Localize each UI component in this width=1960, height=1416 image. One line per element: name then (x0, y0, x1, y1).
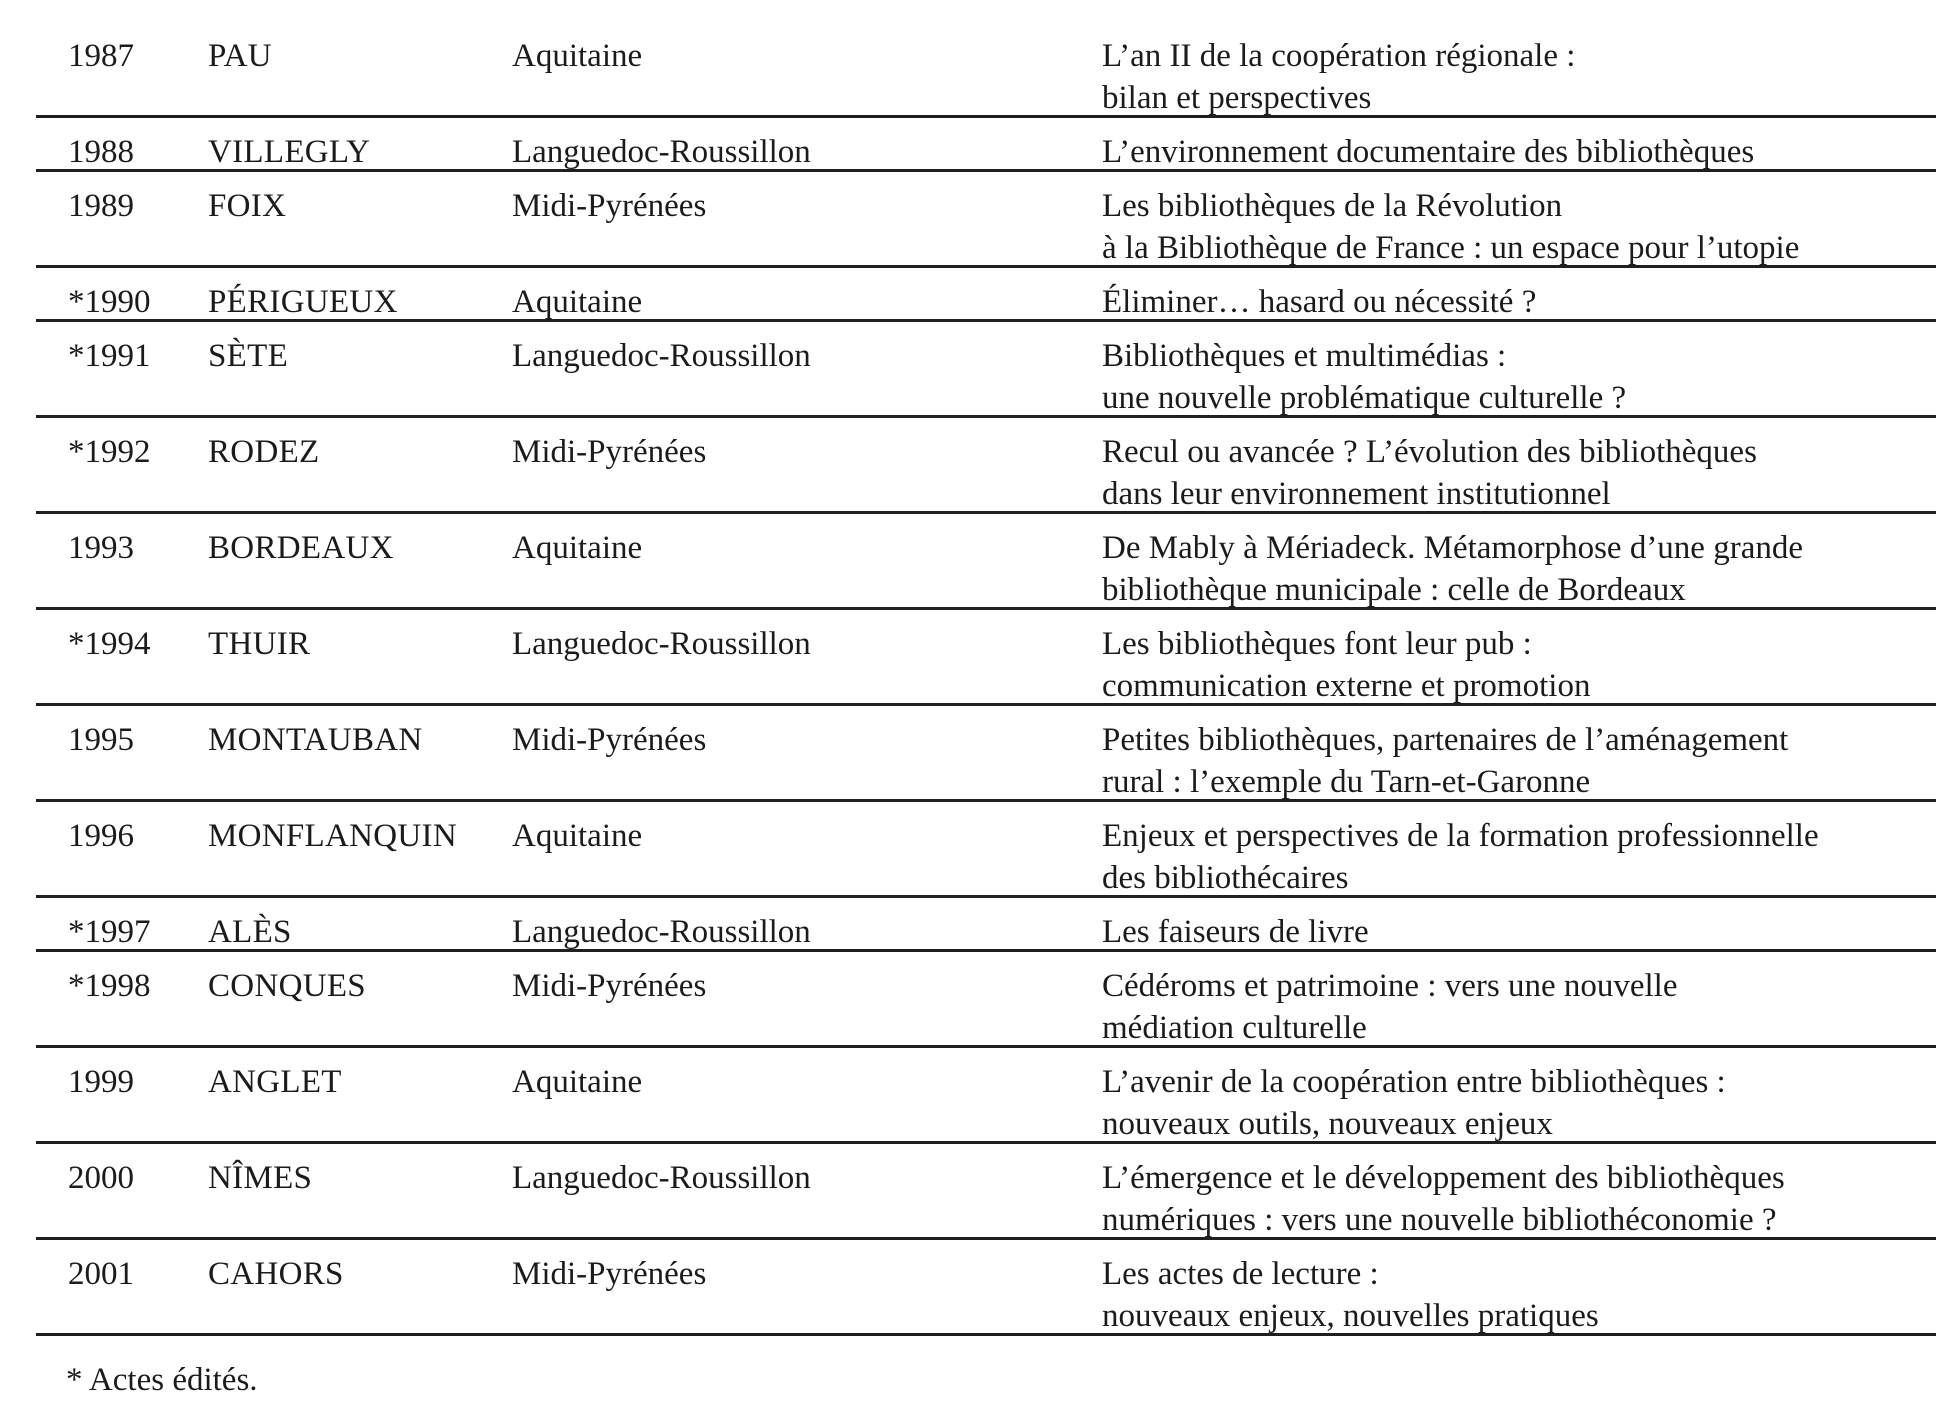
region-cell: Aquitaine (512, 38, 643, 74)
title-cell (1102, 965, 1678, 1049)
title-line: L’an II de la coopération régionale : (1102, 38, 1576, 74)
title-cell (1102, 815, 1819, 899)
title-line: communication externe et promotion (1102, 668, 1591, 704)
region-cell: Midi-Pyrénées (512, 188, 707, 224)
title-cell (1102, 911, 1369, 953)
region-cell: Aquitaine (512, 284, 643, 320)
title-line: L’émergence et le développement des bibliothèques (1102, 1160, 1785, 1196)
table-row (36, 802, 1936, 898)
title-line: Enjeux et perspectives de la formation professionnelle (1102, 818, 1819, 854)
title-cell (1102, 35, 1575, 119)
title-cell (1102, 1253, 1599, 1337)
title-line: L’environnement documentaire des bibliothèques (1102, 134, 1755, 170)
table-row (36, 268, 1936, 322)
title-line: une nouvelle problématique culturelle ? (1102, 380, 1627, 416)
title-line: Les bibliothèques de la Révolution (1102, 188, 1563, 224)
year-cell: *1992 (68, 434, 151, 470)
title-line: Bibliothèques et multimédias : (1102, 338, 1507, 374)
year-cell: 1995 (68, 722, 134, 758)
title-line: à la Bibliothèque de France : un espace pour l’utopie (1102, 230, 1800, 266)
title-cell (1102, 1061, 1726, 1145)
year-cell: 1989 (68, 188, 134, 224)
title-line: Les bibliothèques font leur pub : (1102, 626, 1532, 662)
city-cell: ANGLET (208, 1064, 342, 1100)
year-cell: 2001 (68, 1256, 134, 1292)
city-cell: VILLEGLY (208, 134, 371, 170)
region-cell: Aquitaine (512, 818, 643, 854)
city-cell: MONTAUBAN (208, 722, 423, 758)
title-cell (1102, 719, 1788, 803)
city-cell: SÈTE (208, 338, 289, 374)
table-row (36, 1048, 1936, 1144)
title-line: dans leur environnement institutionnel (1102, 476, 1611, 512)
title-line: des bibliothécaires (1102, 860, 1349, 896)
year-cell: 1993 (68, 530, 134, 566)
title-line: Recul ou avancée ? L’évolution des bibliothèques (1102, 434, 1757, 470)
title-line: L’avenir de la coopération entre bibliothèques : (1102, 1064, 1726, 1100)
title-cell (1102, 281, 1536, 323)
year-cell: *1991 (68, 338, 151, 374)
city-cell: CONQUES (208, 968, 366, 1004)
city-cell: NÎMES (208, 1160, 313, 1196)
region-cell: Midi-Pyrénées (512, 722, 707, 758)
city-cell: RODEZ (208, 434, 320, 470)
title-line: médiation culturelle (1102, 1010, 1367, 1046)
region-cell: Midi-Pyrénées (512, 1256, 707, 1292)
title-line: Éliminer… hasard ou nécessité ? (1102, 284, 1537, 320)
table-row (36, 118, 1936, 172)
table-row (36, 898, 1936, 952)
year-cell: 2000 (68, 1160, 134, 1196)
region-cell: Languedoc-Roussillon (512, 338, 811, 374)
congress-table (36, 22, 1936, 1336)
title-line: nouveaux enjeux, nouvelles pratiques (1102, 1298, 1599, 1334)
year-cell: 1987 (68, 38, 134, 74)
year-cell: *1994 (68, 626, 151, 662)
year-cell: 1999 (68, 1064, 134, 1100)
region-cell: Aquitaine (512, 530, 643, 566)
region-cell: Midi-Pyrénées (512, 434, 707, 470)
table-row (36, 322, 1936, 418)
region-cell: Midi-Pyrénées (512, 968, 707, 1004)
title-line: Petites bibliothèques, partenaires de l’aménagement (1102, 722, 1789, 758)
year-cell: 1988 (68, 134, 134, 170)
region-cell: Languedoc-Roussillon (512, 1160, 811, 1196)
city-cell: MONFLANQUIN (208, 818, 457, 854)
title-line: Les actes de lecture : (1102, 1256, 1379, 1292)
table-row (36, 706, 1936, 802)
title-cell (1102, 335, 1626, 419)
footnote: * Actes édités. (66, 1362, 258, 1398)
region-cell: Languedoc-Roussillon (512, 626, 811, 662)
year-cell: 1996 (68, 818, 134, 854)
year-cell: *1990 (68, 284, 151, 320)
title-line: rural : l’exemple du Tarn-et-Garonne (1102, 764, 1591, 800)
table-row (36, 1240, 1936, 1336)
region-cell: Languedoc-Roussillon (512, 914, 811, 950)
city-cell: BORDEAUX (208, 530, 394, 566)
title-cell (1102, 623, 1590, 707)
title-line: numériques : vers une nouvelle bibliothéconomie ? (1102, 1202, 1777, 1238)
region-cell: Aquitaine (512, 1064, 643, 1100)
title-cell (1102, 527, 1803, 611)
city-cell: FOIX (208, 188, 287, 224)
city-cell: CAHORS (208, 1256, 344, 1292)
table-row (36, 610, 1936, 706)
title-line: bilan et perspectives (1102, 80, 1372, 116)
table-row (36, 1144, 1936, 1240)
year-cell: *1997 (68, 914, 151, 950)
city-cell: ALÈS (208, 914, 292, 950)
table-row (36, 514, 1936, 610)
city-cell: PÉRIGUEUX (208, 284, 398, 320)
city-cell: THUIR (208, 626, 311, 662)
title-line: Cédéroms et patrimoine : vers une nouvelle (1102, 968, 1678, 1004)
city-cell: PAU (208, 38, 272, 74)
title-cell (1102, 431, 1757, 515)
title-cell (1102, 185, 1799, 269)
table-row (36, 952, 1936, 1048)
table-row (36, 418, 1936, 514)
title-line: nouveaux outils, nouveaux enjeux (1102, 1106, 1553, 1142)
title-line: De Mably à Mériadeck. Métamorphose d’une grande (1102, 530, 1803, 566)
title-cell (1102, 131, 1754, 173)
table-row (36, 22, 1936, 118)
region-cell: Languedoc-Roussillon (512, 134, 811, 170)
table-row (36, 172, 1936, 268)
title-cell (1102, 1157, 1785, 1241)
title-line: bibliothèque municipale : celle de Bordeaux (1102, 572, 1686, 608)
title-line: Les faiseurs de livre (1102, 914, 1369, 950)
year-cell: *1998 (68, 968, 151, 1004)
